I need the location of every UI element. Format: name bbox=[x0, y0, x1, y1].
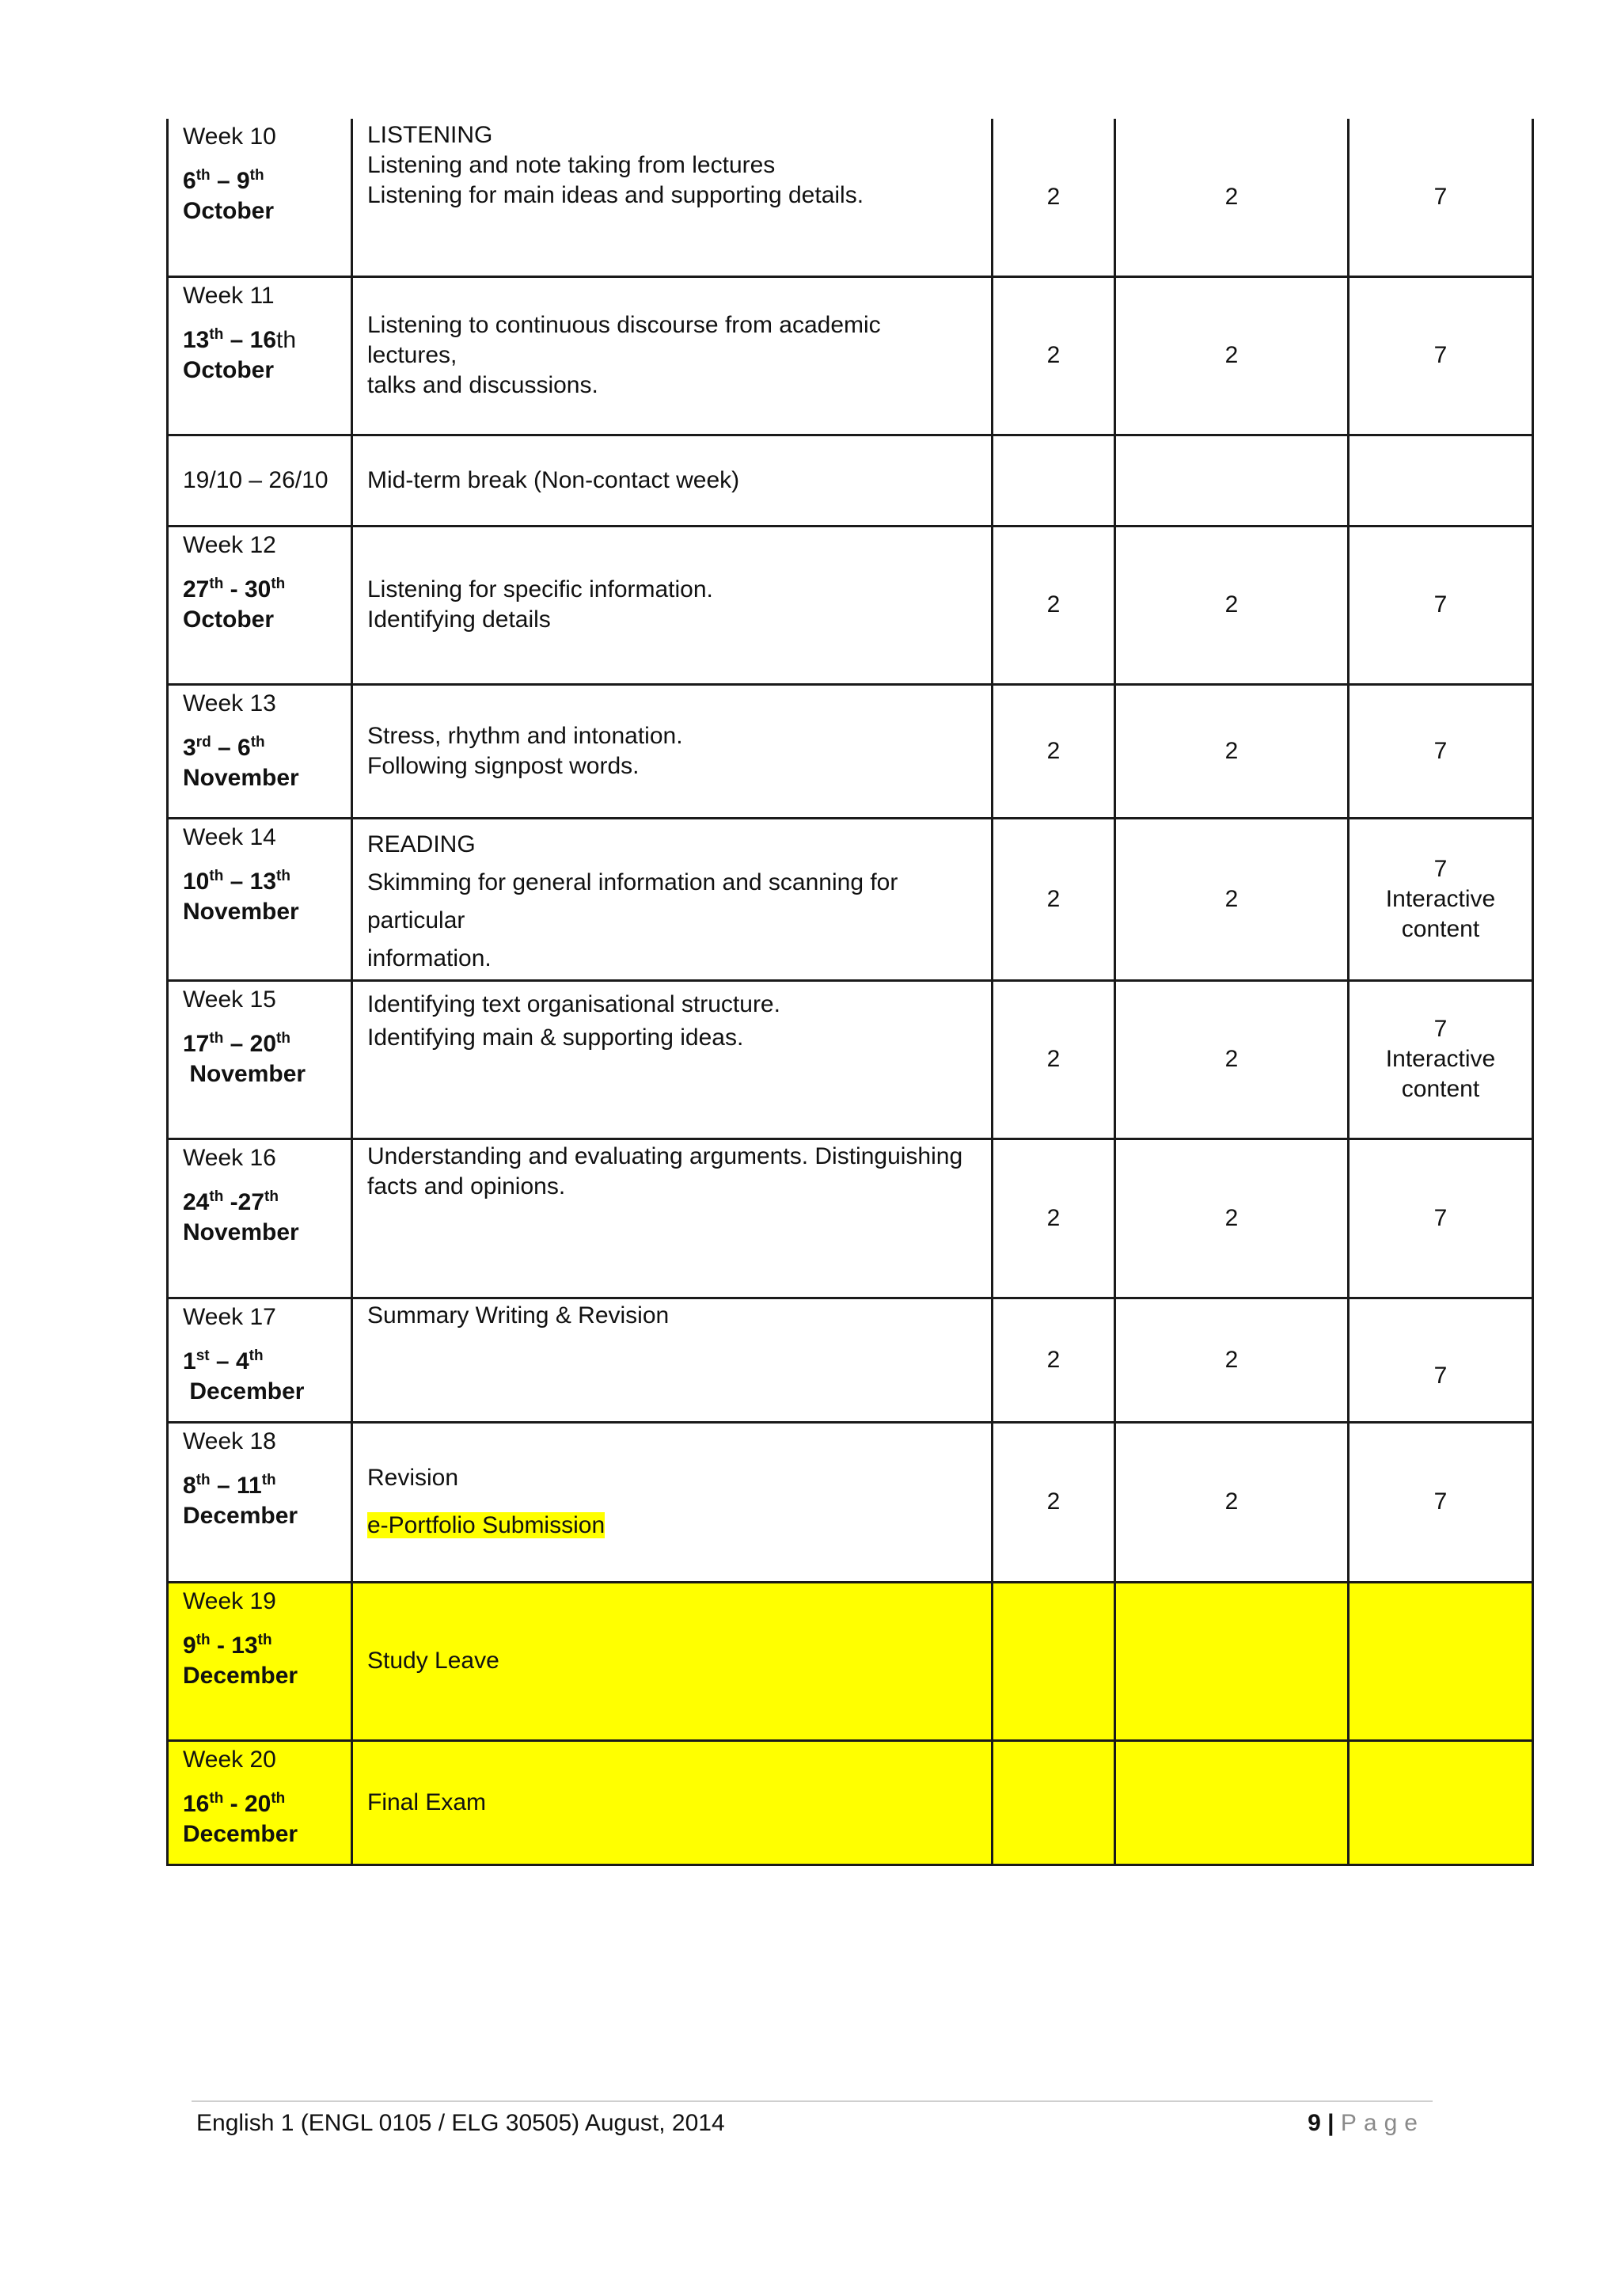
topic-line: Skimming for general information and scanning for particular bbox=[367, 869, 898, 933]
week-month: October bbox=[183, 198, 275, 224]
topic-line: Listening to continuous discourse from academic lectures, bbox=[367, 312, 881, 368]
topic-line: information. bbox=[367, 945, 492, 971]
table-row bbox=[168, 435, 1533, 526]
hours-cell: 2 bbox=[993, 980, 1115, 1138]
page-word: Page bbox=[1340, 2110, 1425, 2136]
week-cell bbox=[168, 1740, 352, 1865]
hours-cell: 2 bbox=[993, 119, 1115, 276]
week-label: Week 12 bbox=[183, 531, 276, 558]
hours-cell bbox=[1349, 1582, 1533, 1740]
week-cell bbox=[168, 1298, 352, 1422]
hours-cell bbox=[1349, 980, 1533, 1138]
week-cell bbox=[168, 684, 352, 818]
table-row bbox=[168, 526, 1533, 684]
week-month: November bbox=[189, 1060, 306, 1087]
topic-line: Listening and note taking from lectures bbox=[367, 152, 776, 178]
week-label: Week 13 bbox=[183, 690, 276, 717]
hours-cell bbox=[993, 1740, 1115, 1865]
week-cell bbox=[168, 1582, 352, 1740]
topic-line: Understanding and evaluating arguments. Distinguishing bbox=[367, 1142, 963, 1169]
week-cell bbox=[168, 1422, 352, 1582]
hours-cell bbox=[993, 1582, 1115, 1740]
interactive-note: content bbox=[1401, 915, 1480, 942]
topic-line: facts and opinions. bbox=[367, 1173, 566, 1199]
hours-cell: 2 bbox=[993, 1422, 1115, 1582]
topic-cell bbox=[352, 526, 993, 684]
hours-cell: 7 bbox=[1349, 119, 1533, 276]
week-label: Week 16 bbox=[183, 1144, 276, 1171]
week-label: 19/10 – 26/10 bbox=[183, 466, 328, 493]
hours-cell: 2 bbox=[1115, 684, 1349, 818]
week-cell bbox=[168, 276, 352, 435]
week-cell bbox=[168, 818, 352, 980]
hours-cell: 2 bbox=[1115, 526, 1349, 684]
topic-line: Identifying details bbox=[367, 606, 551, 633]
week-dates: 8th – 11th December bbox=[183, 1471, 298, 1529]
topic-cell bbox=[352, 119, 993, 276]
hours-cell: 2 bbox=[1115, 818, 1349, 980]
table-row bbox=[168, 119, 1533, 276]
week-dates: 10th – 13th November bbox=[183, 867, 299, 925]
table-row bbox=[168, 1138, 1533, 1298]
hours-cell bbox=[1349, 818, 1533, 980]
week-month: November bbox=[183, 898, 299, 925]
week-label: Week 19 bbox=[183, 1587, 276, 1614]
week-dates: 13th – 16th October bbox=[183, 325, 297, 383]
topic-line: Mid-term break (Non-contact week) bbox=[367, 466, 740, 493]
hours-cell: 2 bbox=[993, 526, 1115, 684]
hours-cell: 2 bbox=[1115, 276, 1349, 435]
hours-cell: 2 bbox=[1115, 1298, 1349, 1422]
topic-line: Identifying main & supporting ideas. bbox=[367, 1024, 744, 1051]
hours-cell: 7 bbox=[1349, 684, 1533, 818]
table-row bbox=[168, 1298, 1533, 1422]
week-dates: 9th - 13th December bbox=[183, 1631, 298, 1689]
footer-document-title: English 1 (ENGL 0105 / ELG 30505) August, 2014 bbox=[196, 2110, 725, 2136]
week-month: November bbox=[183, 1218, 299, 1245]
topic-cell bbox=[352, 818, 993, 980]
hours-cell: 2 bbox=[993, 818, 1115, 980]
hours-cell: 2 bbox=[1115, 1138, 1349, 1298]
hours-cell: 2 bbox=[1115, 1422, 1349, 1582]
topic-cell bbox=[352, 435, 993, 526]
hours-cell: 7 bbox=[1349, 276, 1533, 435]
week-cell bbox=[168, 1138, 352, 1298]
interactive-note: Interactive bbox=[1385, 1046, 1496, 1072]
table-row bbox=[168, 684, 1533, 818]
week-dates: 24th -27th November bbox=[183, 1188, 299, 1245]
week-label: Week 18 bbox=[183, 1427, 276, 1454]
topic-line: Summary Writing & Revision bbox=[367, 1302, 670, 1329]
hours-cell: 2 bbox=[993, 276, 1115, 435]
page-number: 9 bbox=[1308, 2110, 1321, 2136]
schedule-table bbox=[166, 119, 1534, 1866]
week-dates: 16th - 20th December bbox=[183, 1789, 298, 1847]
week-dates: 17th – 20th November bbox=[183, 1029, 306, 1087]
portfolio-highlight: e-Portfolio Submission bbox=[367, 1512, 606, 1538]
topic-line: Listening for specific information. bbox=[367, 576, 713, 603]
hours-value: 7 bbox=[1433, 1016, 1448, 1042]
hours-cell: 2 bbox=[993, 684, 1115, 818]
table-row bbox=[168, 980, 1533, 1138]
hours-cell bbox=[1349, 1740, 1533, 1865]
week-label: Week 20 bbox=[183, 1746, 276, 1773]
topic-line: Listening for main ideas and supporting details. bbox=[367, 182, 864, 208]
page-footer bbox=[192, 2100, 1433, 2145]
week-label: Week 15 bbox=[183, 986, 276, 1013]
topic-line: Revision bbox=[367, 1465, 459, 1491]
topic-line: READING bbox=[367, 831, 476, 857]
week-month: December bbox=[189, 1378, 305, 1405]
hours-cell: 2 bbox=[1115, 980, 1349, 1138]
hours-cell: 7 bbox=[1349, 1422, 1533, 1582]
week-dates: 6th – 9th October bbox=[183, 167, 275, 224]
hours-cell: 7 bbox=[1349, 526, 1533, 684]
week-month: October bbox=[183, 606, 275, 633]
hours-cell: 7 bbox=[1349, 1298, 1533, 1422]
week-month: October bbox=[183, 356, 275, 383]
week-cell bbox=[168, 526, 352, 684]
week-month: December bbox=[183, 1820, 298, 1847]
topic-line: Following signpost words. bbox=[367, 752, 640, 779]
interactive-note: content bbox=[1401, 1076, 1480, 1102]
week-label: Week 14 bbox=[183, 823, 276, 850]
topic-line: Final Exam bbox=[367, 1789, 487, 1815]
hours-cell bbox=[993, 435, 1115, 526]
topic-line: talks and discussions. bbox=[367, 372, 598, 398]
topic-cell bbox=[352, 684, 993, 818]
topic-cell bbox=[352, 276, 993, 435]
hours-cell bbox=[1349, 435, 1533, 526]
table-row-highlighted bbox=[168, 1582, 1533, 1740]
week-dates: 1st – 4th December bbox=[183, 1347, 305, 1405]
topic-cell bbox=[352, 1298, 993, 1422]
table-row bbox=[168, 818, 1533, 980]
week-month: December bbox=[183, 1662, 298, 1689]
week-month: November bbox=[183, 764, 299, 791]
week-month: December bbox=[183, 1502, 298, 1529]
topic-cell bbox=[352, 1422, 993, 1582]
topic-cell bbox=[352, 1138, 993, 1298]
topic-cell bbox=[352, 1582, 993, 1740]
hours-cell: 2 bbox=[993, 1298, 1115, 1422]
topic-line: Study Leave bbox=[367, 1648, 499, 1674]
topic-line: Identifying text organisational structure. bbox=[367, 990, 780, 1017]
week-label: Week 11 bbox=[183, 282, 275, 309]
topic-cell bbox=[352, 980, 993, 1138]
hours-value: 7 bbox=[1433, 855, 1448, 882]
hours-cell bbox=[1115, 1740, 1349, 1865]
topic-cell bbox=[352, 1740, 993, 1865]
table-row bbox=[168, 1422, 1533, 1582]
week-label: Week 10 bbox=[183, 124, 276, 150]
week-cell bbox=[168, 435, 352, 526]
interactive-note: Interactive bbox=[1385, 885, 1496, 912]
table-row bbox=[168, 276, 1533, 435]
hours-cell bbox=[1115, 1582, 1349, 1740]
week-label: Week 17 bbox=[183, 1303, 276, 1330]
hours-cell: 2 bbox=[993, 1138, 1115, 1298]
topic-line: Stress, rhythm and intonation. bbox=[367, 722, 683, 749]
topic-line: LISTENING bbox=[367, 122, 493, 148]
page-indicator: 9 | Page bbox=[1308, 2110, 1425, 2136]
table-row-highlighted bbox=[168, 1740, 1533, 1865]
week-dates: 3rd – 6th November bbox=[183, 733, 299, 791]
hours-cell: 7 bbox=[1349, 1138, 1533, 1298]
week-cell bbox=[168, 119, 352, 276]
hours-cell bbox=[1115, 435, 1349, 526]
week-cell bbox=[168, 980, 352, 1138]
week-dates: 27th - 30th October bbox=[183, 575, 286, 633]
hours-cell: 2 bbox=[1115, 119, 1349, 276]
